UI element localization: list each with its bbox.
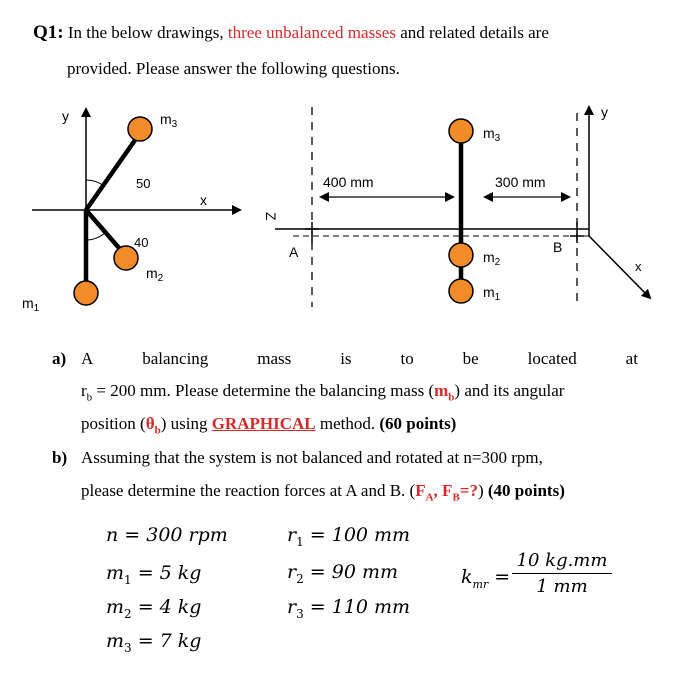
theta-b-symbol: $\theta_b$ <box>145 414 161 437</box>
intro-before: In the below drawings, <box>67 23 224 42</box>
fa-symbol: $F_A$ <box>415 481 434 504</box>
left-m3-label: $m_3$ <box>160 111 178 130</box>
arm-m3 <box>86 133 140 210</box>
word: mass <box>257 349 292 368</box>
question-intro <box>33 22 549 44</box>
part-b-points: (40 points) <box>487 481 565 500</box>
b-label: B <box>553 239 563 255</box>
word: balancing <box>142 349 209 368</box>
part-b-line2: please determine the reaction forces at A and B. ($F_A$, $F_B=$?) (40 points) <box>81 481 565 504</box>
part-a-line3: position $(\theta_b)$ using GRAPHICAL method. (60 points) <box>81 414 457 437</box>
given-m1: $m_1 = 5$ kg <box>106 562 202 587</box>
part-b-label: b) <box>52 448 68 467</box>
intro-highlight: three unbalanced masses <box>227 23 396 42</box>
left-m2-label: $m_2$ <box>146 265 164 284</box>
given-k: $k_{mr}$ = <box>461 566 511 591</box>
mass-m2 <box>114 246 138 270</box>
given-m2: $m_2 = 4$ kg <box>106 596 202 621</box>
left-m1-label: $m_1$ <box>22 295 40 314</box>
mass-m1 <box>74 281 98 305</box>
right-y-label: y <box>601 104 608 120</box>
fraction-bar <box>512 573 612 574</box>
right-m3-label: $m_3$ <box>483 125 501 144</box>
mass-m3 <box>128 117 152 141</box>
dim-300-label: 300 mm <box>495 174 546 190</box>
word: to <box>400 349 414 368</box>
word: A <box>81 349 94 368</box>
part-b-line1: b) Assuming that the system is not balanced and rotated at n=300 rpm, <box>52 448 543 467</box>
left-diagram <box>0 95 260 320</box>
right-m2-label: $m_2$ <box>483 249 501 268</box>
right-mass-m2 <box>449 243 473 267</box>
given-n: n = 300 rpm <box>106 524 228 546</box>
right-mass-m3 <box>449 119 473 143</box>
mb-symbol: $m_b$ <box>434 381 455 404</box>
word: is <box>340 349 352 368</box>
given-r1: $r_1 = 100$ mm <box>287 524 411 549</box>
k-fraction <box>512 550 612 597</box>
k-denominator: 1 mm <box>536 576 588 597</box>
right-m1-label: $m_1$ <box>483 284 501 303</box>
word: at <box>625 349 638 368</box>
graphical-keyword: GRAPHICAL <box>211 414 316 433</box>
angle-40-label: 40 <box>134 235 149 250</box>
dim-400-label: 400 mm <box>323 174 374 190</box>
right-x-label: x <box>635 259 642 274</box>
given-r2: $r_2 = 90$ mm <box>287 561 398 586</box>
intro-after: and related details are <box>400 23 549 42</box>
z-label: Z <box>263 212 279 221</box>
right-mass-m1 <box>449 279 473 303</box>
question-number: Q1: <box>33 22 64 43</box>
left-y-label: y <box>62 108 69 124</box>
a-label: A <box>289 244 299 260</box>
part-a-points: (60 points) <box>379 414 457 433</box>
angle-50-label: 50 <box>136 176 151 191</box>
intro-line2: provided. Please answer the following questions. <box>67 59 400 78</box>
left-x-label: x <box>200 192 207 208</box>
part-a-line1 <box>52 349 638 369</box>
k-numerator: 10 kg.mm <box>516 550 608 571</box>
given-m3: $m_3 = 7$ kg <box>106 630 202 655</box>
part-a-words <box>81 349 638 369</box>
right-diagram <box>255 95 675 320</box>
fb-symbol: $F_B=$? <box>442 481 478 504</box>
part-a-line2: $r_b = 200$ mm. Please determine the balancing mass $(m_b)$ and its angular <box>81 381 565 404</box>
word: located <box>527 349 577 368</box>
given-r3: $r_3 = 110$ mm <box>287 596 411 621</box>
word: be <box>462 349 479 368</box>
arc-40 <box>86 232 106 240</box>
part-a-label: a) <box>52 349 67 368</box>
